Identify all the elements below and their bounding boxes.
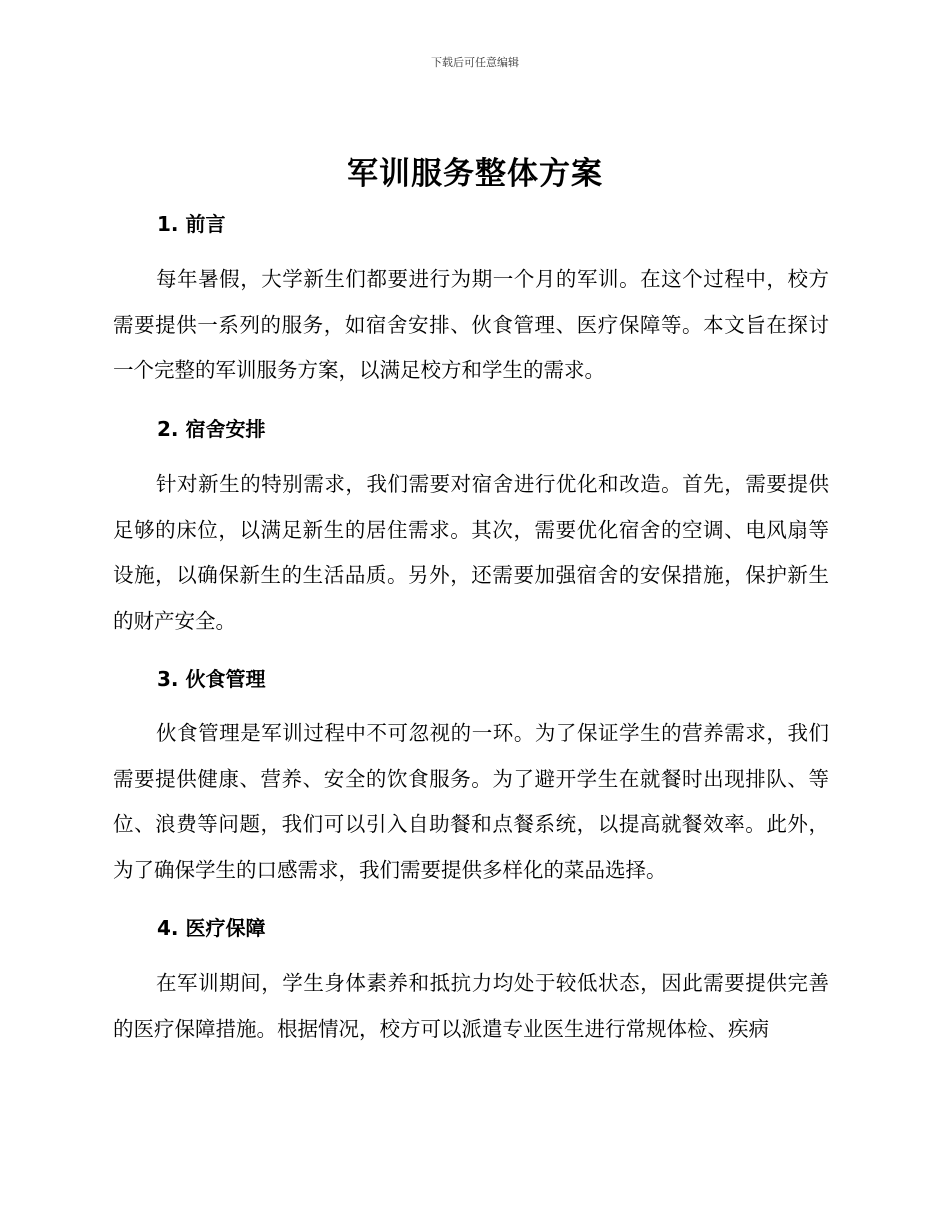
section-heading-preface: 1. 前言 [157,212,226,236]
section-body-dormitory: 针对新生的特别需求，我们需要对宿舍进行优化和改造。首先，需要提供足够的床位，以满足新生的居住需求。其次，需要优化宿舍的空调、电风扇等设施，以确保新生的生活品质。另外，还需要加强宿舍的安保措施，保护新生的财产安全。 [113,472,829,633]
document-title: 军训服务整体方案 [347,156,603,192]
section-heading-medical: 4. 医疗保障 [157,916,266,940]
section-heading-dormitory: 2. 宿舍安排 [157,417,266,441]
page-header-note: 下载后可任意编辑 [431,56,519,69]
section-body-preface: 每年暑假，大学新生们都要进行为期一个月的军训。在这个过程中，校方需要提供一系列的服务，如宿舍安排、伙食管理、医疗保障等。本文旨在探讨一个完整的军训服务方案，以满足校方和学生的需求。 [113,267,829,382]
section-body-catering: 伙食管理是军训过程中不可忽视的一环。为了保证学生的营养需求，我们需要提供健康、营养、安全的饮食服务。为了避开学生在就餐时出现排队、等位、浪费等问题，我们可以引入自助餐和点餐系统，以提高就餐效率。此外，为了确保学生的口感需求，我们需要提供多样化的菜品选择。 [113,721,829,882]
section-body-medical: 在军训期间，学生身体素养和抵抗力均处于较低状态，因此需要提供完善的医疗保障措施。根据情况，校方可以派遣专业医生进行常规体检、疾病 [113,971,829,1041]
section-heading-catering: 3. 伙食管理 [157,667,266,691]
